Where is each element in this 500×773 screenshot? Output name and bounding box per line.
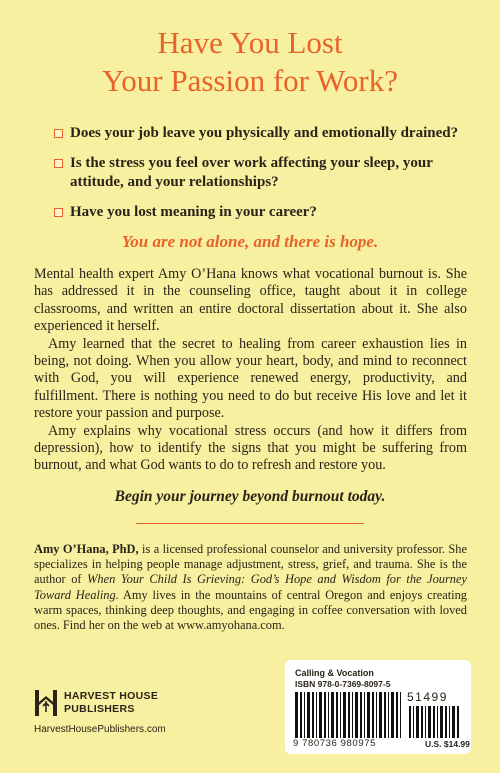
checkbox-bullet-icon xyxy=(54,129,63,138)
call-to-action: Begin your journey beyond burnout today. xyxy=(114,488,386,505)
checkbox-bullet-icon xyxy=(54,208,63,217)
tagline: You are not alone, and there is hope. xyxy=(121,232,379,251)
publisher-name-line-2: PUBLISHERS xyxy=(64,703,135,715)
checkbox-bullet-icon xyxy=(54,159,63,168)
author-bio: Amy O’Hana, PhD, is a licensed professional counselor and university professor. She specializes in helping people manage adjustment, stress, grief, and trauma. She is the author of When Your Child Is Grieving: God’s Hope and Wisdom for the Journey Toward Healing. Amy lives in the mountains of central Oregon and enjoys creating warm spaces, thinking deep thoughts, and engaging in coffee conversation with loved ones. Find her on the web at www.amyohana.com. xyxy=(34,542,467,633)
isbn-number: ISBN 978-0-7369-8097-5 xyxy=(295,679,391,689)
price-barcode xyxy=(409,706,461,738)
description-paragraph: Mental health expert Amy O’Hana knows what vocational burnout is. She has addressed it in the counseling office, taught about it in college classrooms, and written an entire doctoral dissertation about it. She also experienced it herself. xyxy=(34,266,467,335)
description-body xyxy=(34,266,467,475)
headline-line-2: Your Passion for Work? xyxy=(101,63,399,98)
publisher-url: HarvestHousePublishers.com xyxy=(34,724,166,735)
cover-headline xyxy=(0,24,500,100)
book-title: When Your Child Is Grieving: God’s Hope and Wisdom for the Journey Toward Healing. xyxy=(34,572,467,602)
question-item: Have you lost meaning in your career? xyxy=(54,203,474,222)
barcode-digits: 9 780736 980975 xyxy=(293,738,376,749)
headline-line-1: Have You Lost xyxy=(157,25,343,60)
divider-rule xyxy=(136,523,364,524)
book-category: Calling & Vocation xyxy=(295,668,374,678)
description-paragraph: Amy learned that the secret to healing from career exhaustion lies in being, not doing. When you allow your heart, body, and mind to reconnect with God, you will experience renewed energy, productivity, and fulfillment. There is nothing you need to do but receive His love and let it restore your passion and purpose. xyxy=(34,335,467,422)
barcode-panel xyxy=(285,660,471,754)
question-list xyxy=(54,124,474,233)
price-code: 51499 xyxy=(407,690,448,704)
harvest-house-logo-icon xyxy=(34,688,58,718)
isbn-barcode xyxy=(295,692,405,738)
book-price: U.S. $14.99 xyxy=(425,739,470,749)
question-item: Does your job leave you physically and emotionally drained? xyxy=(54,124,474,143)
author-name: Amy O’Hana, PhD, xyxy=(34,542,139,556)
description-paragraph: Amy explains why vocational stress occurs (and how it differs from depression), how to identify the signs that you might be suffering from burnout, and what God wants to do to refresh and restore you. xyxy=(34,422,467,474)
publisher-name-line-1: HARVEST HOUSE xyxy=(64,690,159,702)
question-item: Is the stress you feel over work affecting your sleep, your attitude, and your relationships? xyxy=(54,154,474,192)
